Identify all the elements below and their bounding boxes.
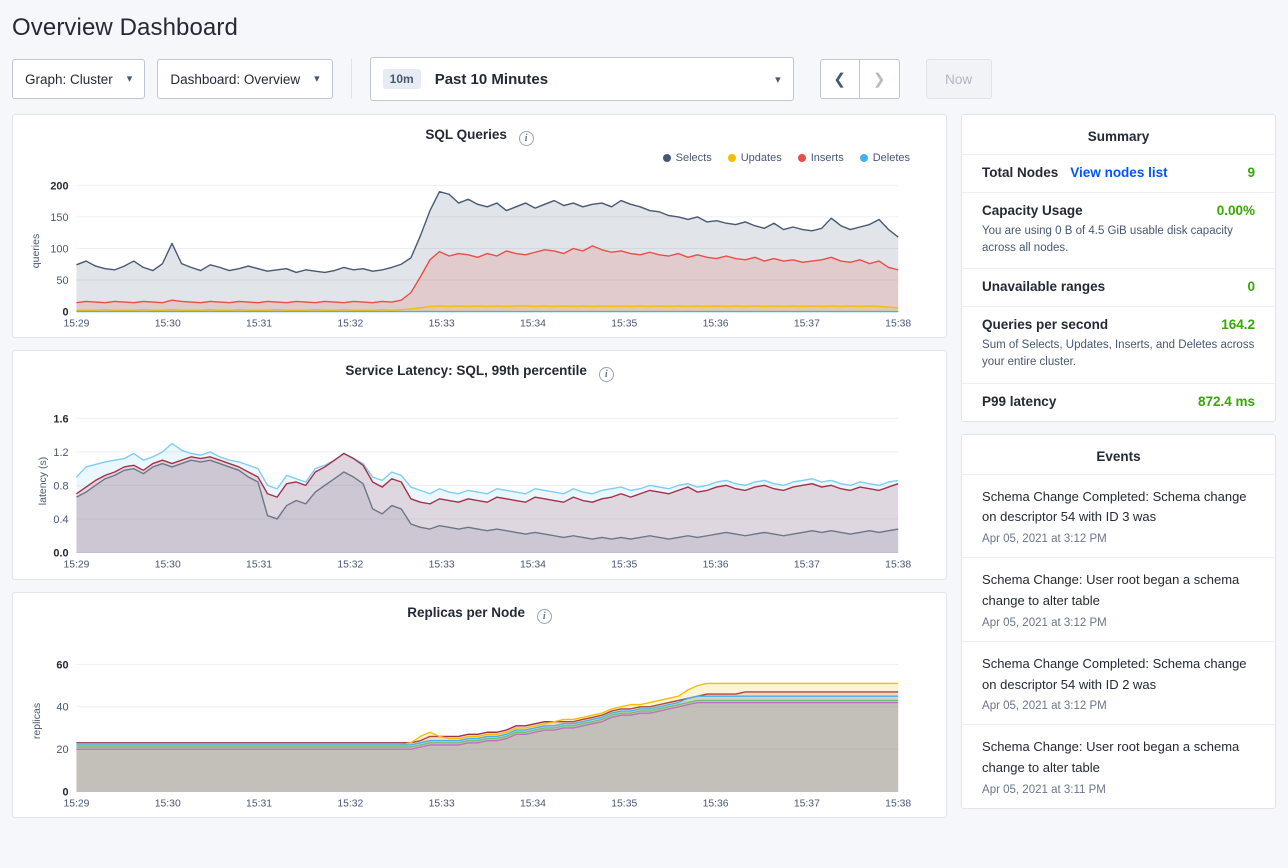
summary-panel bbox=[961, 114, 1276, 422]
svg-text:15:34: 15:34 bbox=[519, 318, 546, 330]
svg-text:60: 60 bbox=[56, 658, 69, 671]
summary-label: Total Nodes bbox=[982, 165, 1059, 180]
svg-text:15:38: 15:38 bbox=[885, 559, 912, 571]
time-range-pill: 10m bbox=[383, 69, 421, 89]
list-item[interactable] bbox=[962, 641, 1275, 725]
svg-text:15:29: 15:29 bbox=[63, 318, 90, 330]
svg-text:15:37: 15:37 bbox=[793, 798, 820, 810]
svg-text:15:34: 15:34 bbox=[519, 798, 546, 810]
svg-text:15:34: 15:34 bbox=[519, 559, 546, 571]
next-range-button[interactable]: ❯ bbox=[860, 59, 900, 99]
legend-label: Updates bbox=[740, 152, 782, 164]
chart-card-replicas-per-node bbox=[12, 592, 947, 818]
event-text: Schema Change Completed: Schema change on descriptor 54 with ID 2 was bbox=[982, 655, 1247, 692]
list-item[interactable] bbox=[962, 557, 1275, 641]
summary-sub: Sum of Selects, Updates, Inserts, and Deletes across your entire cluster. bbox=[982, 339, 1255, 369]
event-text: Schema Change: User root began a schema change to alter table bbox=[982, 739, 1240, 776]
chart-plot-area[interactable] bbox=[13, 384, 946, 578]
event-time: Apr 05, 2021 at 3:12 PM bbox=[982, 616, 1107, 629]
svg-text:1.2: 1.2 bbox=[53, 447, 69, 460]
summary-value: 164.2 bbox=[1221, 317, 1255, 333]
svg-text:15:33: 15:33 bbox=[428, 559, 455, 571]
side-column bbox=[961, 114, 1276, 830]
legend-item-selects[interactable] bbox=[663, 152, 712, 164]
legend-label: Deletes bbox=[872, 152, 911, 164]
svg-text:0.8: 0.8 bbox=[53, 480, 69, 493]
sql-queries-plot[interactable] bbox=[21, 168, 912, 331]
summary-row-p99-latency bbox=[962, 383, 1275, 421]
graph-select-label: Graph: Cluster bbox=[25, 71, 113, 87]
prev-range-button[interactable]: ❮ bbox=[820, 59, 860, 99]
summary-sub: You are using 0 B of 4.5 GiB usable disk capacity across all nodes. bbox=[982, 225, 1233, 254]
svg-text:15:31: 15:31 bbox=[246, 798, 273, 810]
event-time: Apr 05, 2021 at 3:12 PM bbox=[982, 533, 1107, 546]
summary-row-queries-per-second bbox=[962, 306, 1275, 382]
svg-text:15:38: 15:38 bbox=[885, 798, 912, 810]
chart-plot-area[interactable] bbox=[13, 626, 946, 817]
legend-label: Selects bbox=[675, 152, 712, 164]
chart-title bbox=[13, 351, 946, 384]
info-icon[interactable]: i bbox=[519, 131, 534, 146]
charts-column bbox=[12, 114, 947, 830]
chart-plot-area[interactable] bbox=[13, 164, 946, 337]
legend-dot-icon bbox=[663, 154, 671, 162]
chart-title-text: Replicas per Node bbox=[407, 604, 526, 620]
svg-text:15:30: 15:30 bbox=[154, 559, 181, 571]
toolbar-divider bbox=[351, 59, 352, 99]
events-title: Events bbox=[1096, 448, 1141, 464]
svg-text:0: 0 bbox=[62, 306, 69, 319]
svg-text:15:32: 15:32 bbox=[337, 559, 364, 571]
chart-title bbox=[13, 115, 946, 148]
svg-text:15:29: 15:29 bbox=[63, 559, 90, 571]
svg-text:200: 200 bbox=[50, 180, 69, 193]
svg-text:0.0: 0.0 bbox=[53, 547, 69, 560]
svg-text:15:31: 15:31 bbox=[246, 559, 273, 571]
svg-text:15:31: 15:31 bbox=[246, 318, 273, 330]
event-time: Apr 05, 2021 at 3:11 PM bbox=[982, 784, 1106, 797]
legend-dot-icon bbox=[798, 154, 806, 162]
svg-text:15:30: 15:30 bbox=[154, 798, 181, 810]
summary-row-total-nodes bbox=[962, 154, 1275, 192]
svg-text:20: 20 bbox=[56, 743, 69, 756]
chevron-down-icon: ▾ bbox=[775, 73, 781, 86]
chart-legend bbox=[13, 148, 946, 164]
svg-text:15:36: 15:36 bbox=[702, 559, 729, 571]
list-item[interactable] bbox=[962, 474, 1275, 558]
summary-label: Queries per second bbox=[982, 317, 1109, 333]
legend-item-updates[interactable] bbox=[728, 152, 782, 164]
time-range-label: Past 10 Minutes bbox=[434, 70, 549, 88]
svg-text:15:38: 15:38 bbox=[885, 318, 912, 330]
summary-value: 9 bbox=[1247, 165, 1255, 180]
time-range-select[interactable] bbox=[370, 57, 794, 101]
legend-item-deletes[interactable] bbox=[860, 152, 910, 164]
svg-text:1.6: 1.6 bbox=[53, 413, 69, 426]
summary-row-unavailable-ranges bbox=[962, 268, 1275, 306]
event-text: Schema Change Completed: Schema change on descriptor 54 with ID 3 was bbox=[982, 488, 1247, 525]
events-panel bbox=[961, 434, 1276, 809]
summary-title: Summary bbox=[1087, 129, 1150, 144]
y-axis-label: queries bbox=[30, 233, 43, 268]
service-latency-plot[interactable] bbox=[21, 402, 912, 572]
svg-text:100: 100 bbox=[50, 243, 69, 256]
chevron-down-icon: ▾ bbox=[314, 72, 320, 85]
svg-text:15:36: 15:36 bbox=[702, 798, 729, 810]
svg-text:150: 150 bbox=[50, 211, 69, 224]
svg-text:15:32: 15:32 bbox=[337, 318, 364, 330]
replicas-per-node-plot[interactable] bbox=[21, 648, 912, 811]
svg-text:40: 40 bbox=[56, 701, 69, 714]
svg-text:15:32: 15:32 bbox=[337, 798, 364, 810]
now-button[interactable]: Now bbox=[926, 59, 992, 99]
summary-value: 872.4 ms bbox=[1197, 393, 1255, 409]
list-item[interactable] bbox=[962, 724, 1275, 808]
svg-text:0.4: 0.4 bbox=[53, 514, 69, 527]
view-nodes-list-link[interactable]: View nodes list bbox=[1070, 165, 1168, 180]
graph-select[interactable] bbox=[12, 59, 145, 99]
y-axis-label: replicas bbox=[31, 703, 44, 740]
y-axis-label: latency (s) bbox=[37, 457, 50, 506]
svg-text:15:36: 15:36 bbox=[702, 318, 729, 330]
chart-card-sql-queries bbox=[12, 114, 947, 338]
svg-text:15:35: 15:35 bbox=[611, 559, 638, 571]
svg-text:15:33: 15:33 bbox=[428, 318, 455, 330]
svg-text:15:29: 15:29 bbox=[63, 798, 90, 810]
event-time: Apr 05, 2021 at 3:12 PM bbox=[982, 700, 1107, 713]
svg-text:15:37: 15:37 bbox=[793, 318, 820, 330]
info-icon[interactable]: i bbox=[599, 367, 614, 382]
time-nav-group bbox=[820, 59, 900, 99]
svg-text:15:33: 15:33 bbox=[428, 798, 455, 810]
svg-text:15:37: 15:37 bbox=[793, 559, 820, 571]
legend-item-inserts[interactable] bbox=[798, 152, 844, 164]
toolbar bbox=[0, 42, 1288, 104]
info-icon[interactable]: i bbox=[537, 609, 552, 624]
legend-dot-icon bbox=[860, 154, 868, 162]
chart-card-service-latency bbox=[12, 350, 947, 579]
summary-label: Capacity Usage bbox=[982, 203, 1083, 218]
svg-text:15:35: 15:35 bbox=[611, 318, 638, 330]
chart-title-text: Service Latency: SQL, 99th percentile bbox=[345, 363, 587, 379]
svg-text:50: 50 bbox=[56, 274, 69, 287]
chevron-down-icon: ▾ bbox=[126, 72, 133, 85]
summary-label: Unavailable ranges bbox=[982, 279, 1106, 295]
page-title: Overview Dashboard bbox=[12, 14, 238, 41]
summary-row-capacity-usage bbox=[962, 192, 1275, 268]
legend-label: Inserts bbox=[810, 152, 844, 164]
summary-value: 0.00% bbox=[1216, 203, 1255, 218]
summary-label: P99 latency bbox=[982, 393, 1057, 409]
event-text: Schema Change: User root began a schema change to alter table bbox=[982, 572, 1240, 609]
dashboard-select-label: Dashboard: Overview bbox=[170, 71, 301, 87]
svg-text:15:35: 15:35 bbox=[611, 798, 638, 810]
svg-text:15:30: 15:30 bbox=[154, 318, 181, 330]
dashboard-body bbox=[0, 104, 1288, 830]
chart-title-text: SQL Queries bbox=[425, 127, 507, 142]
chart-title bbox=[13, 593, 946, 626]
summary-value: 0 bbox=[1247, 279, 1255, 295]
legend-dot-icon bbox=[728, 154, 736, 162]
dashboard-select[interactable] bbox=[157, 59, 332, 99]
svg-text:0: 0 bbox=[62, 786, 69, 799]
